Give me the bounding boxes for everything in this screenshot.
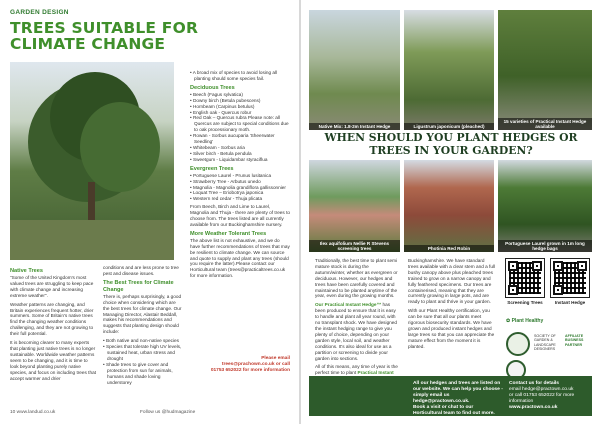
affiliate-text: AFFILIATE BUSINESS PARTNER <box>565 334 584 347</box>
list-item: • Hornbeam (Carpinus betulus) <box>190 103 255 109</box>
right-page <box>301 0 600 424</box>
cta-text: Book a visit or chat to our Horticultural team to find out more. <box>413 405 495 417</box>
contact-email-link[interactable]: trees@prachown.co.uk or call <box>221 362 290 367</box>
cta-website-link[interactable]: www.practown.co.uk <box>509 405 558 411</box>
list-item: • Shade trees to give cover and protection from sun for animals, humans and shade loving understorey <box>103 361 173 385</box>
heading-deciduous: Deciduous Trees <box>190 84 235 91</box>
list-item: • Beech (Fagus sylvatica) <box>190 91 243 97</box>
sgld-badge-icon <box>506 332 530 356</box>
photo-native-mix <box>309 10 400 130</box>
recommendation-list <box>103 338 183 385</box>
list-item: • Species that tolerate high UV levels, sustained heat, urban stress and drought <box>103 344 182 361</box>
list-item: • Whitebeam - Sorbus aria <box>190 144 245 150</box>
list-item: • Silver birch - Betula pendula <box>190 150 252 156</box>
sgld-text: SOCIETY OF GARDEN & LANDSCAPE DESIGNERS <box>534 334 556 351</box>
list-item: • Sweetgum - Liquidambar styraciflua <box>190 156 268 162</box>
photo-instant-hedge-varieties <box>498 10 592 130</box>
column-tree-lists <box>190 70 290 282</box>
list-item: • English oak - Quercus robur <box>190 109 252 115</box>
paragraph: "Some of the United Kingdom's most valued trees are struggling to keep pace with climate change and increasing extreme weather". <box>10 275 94 298</box>
paragraph: Weather patterns are changing, and Britain experiences frequent hotter, drier summers. Some of Britain's native trees find the changing weather conditions challenging, and they are not growing to their full potential. <box>10 301 94 337</box>
paragraph: The above list is not exhaustive, and we do have further recommendations of trees that may be resilient to climate change. We can source and quote to supply and plant any trees (should you require the latter).Please contact our Horticultural team (trees@practicaltrees.co.uk for more information. <box>190 237 290 279</box>
right-column-2 <box>408 258 496 353</box>
section-tag: GARDEN DESIGN <box>10 9 69 16</box>
photo-portuguese-laurel <box>498 160 592 252</box>
photo-ilex <box>309 160 400 252</box>
right-headline: WHEN SHOULD YOU PLANT HEDGES OR TREES IN YOUR GARDEN? <box>324 131 578 157</box>
column-best-trees <box>103 265 183 387</box>
list-item: • Western red cedar - Thuja plicata <box>190 196 263 202</box>
paragraph: Buckinghamshire. We have standard trees available with a clear stem and a full bushy canopy above plus pleached trees trained to grow on a narrow canopy and fully feathered specimens. Our trees are containerised, meaning that they are currently growing in large pots, and are ready to plant and thrive in your garden. <box>408 258 496 305</box>
plant-healthy-logo: ✿ Plant Healthy <box>506 318 544 324</box>
list-item: • Both native and non-native species <box>103 338 179 344</box>
photo-caption: Ligustrum japonicum (pleached) <box>404 123 494 130</box>
paragraph: With our Plant Healthy certification, you can be sure that all our plants meet rigorous biosecurity standards. We have grown and produced instant hedges and large trees so that you can appreciate the mature effect from the moment it is planted. <box>408 308 495 349</box>
photo-caption: Native Mix: 1.8-2m Instant Hedge <box>309 123 400 130</box>
paragraph: It is becoming clearer to many experts that planting just native trees is no longer sustainable. Worldwide weather patterns seem to be changing, and it is time to look beyond planting purely native species, and focus on including trees that accept warmer and drier <box>10 340 96 381</box>
page-footer-social: Follow us @hudmagazine <box>140 410 196 415</box>
qr-label: Screening Trees <box>507 300 543 305</box>
heading-weather-tolerant: More Weather Tolerant Trees <box>190 230 267 237</box>
hero-tree-photo <box>10 62 174 260</box>
call-to-action-banner <box>309 376 592 416</box>
photo-caption: Ilex aquifolium Nellie R Stevens screening trees <box>309 240 400 252</box>
cta-heading: Contact us for details <box>509 381 560 386</box>
cta-email-link[interactable]: email hedge@practown.co.uk <box>509 387 574 393</box>
heading-best-trees: The Best Trees for Climate Change <box>103 279 174 293</box>
paragraph: Traditionally, the best time to plant semi mature stock is during the autumn/winter, whether as evergreen or deciduous. However, our hedges and trees have been carefully covered and maintained to be planted anytime of the year, even during the growing months. <box>315 258 398 299</box>
list-item: • Downy birch (Betula pubescens) <box>190 97 261 103</box>
qr-label: Instant Hedge <box>554 300 586 305</box>
article-headline: TREES SUITABLE FOR CLIMATE CHANGE <box>10 19 199 53</box>
photo-caption: Photinia Red Robin <box>404 245 494 252</box>
qr-code-screening-trees[interactable] <box>505 258 545 298</box>
list-item: • A broad mix of species to avoid losing all planting should some species fail. <box>190 70 278 81</box>
heading-evergreen: Evergreen Trees <box>190 165 234 172</box>
photo-caption: Portuguese Laurel grown in 1m long hedge bags <box>498 240 592 252</box>
qr-code-instant-hedge[interactable] <box>550 258 590 298</box>
paragraph: There is, perhaps surprisingly, a good choice when considering which are the best trees for climate change. Our Managing Director, Alastair Beddall, makes his recommendations and suggests that planting design should include: <box>103 293 182 335</box>
paragraph: From Beech, Birch and Lime to Laurel, Magnolia and Thuja - there are plenty of trees to choose from. The trees listed are all currently available from our Buckinghamshire nursery. <box>190 204 290 227</box>
cta-text: All our hedges and trees are listed on our website. We can help you choose - simply email us hedge@practown.co.uk. <box>413 381 503 405</box>
photo-photinia <box>404 160 494 252</box>
list-item: • Rowan - Sorbus aucuparia 'Sheerwater Seedling' <box>190 133 275 145</box>
cta-phone: or call 01753 652022 for more information <box>509 393 575 405</box>
paragraph: Our Practical Instant Hedge™ has been produced to ensure that it is easy to handle and plant all year round, with no transplant shock. We have designed the instant hedging range to give you plenty of choice, depending on your garden style, local soil, and weather conditions. It's also ideal for use as a partition or screening to divide your garden into sections. <box>315 302 397 361</box>
left-page <box>0 0 299 424</box>
photo-ligustrum <box>404 10 494 130</box>
page-footer-left: 10 www.landud.co.uk <box>10 410 56 415</box>
paragraph: conditions and are less prone to tree pest and disease issues. <box>103 265 179 276</box>
list-item: • Red Oak – Quercus rubra Please note: all Quercus are subject to special conditions due to oak processionary moth. <box>190 115 289 133</box>
contact-box: Please email trees@prachown.co.uk or call 01753 652022 for more information <box>190 356 290 374</box>
list-item: • Portuguese Laurel - Prunus lusitanica <box>190 172 272 178</box>
paragraph: All of this means, any time of year is the perfect time to plant Practical Instant <box>315 364 398 376</box>
heading-native-trees: Native Trees <box>10 268 43 274</box>
list-item: • Strawberry Tree - Arbutus unedo <box>190 178 261 184</box>
column-native-trees <box>10 265 96 384</box>
evergreen-list <box>190 173 290 203</box>
list-item: • Magnolia - Magnolia grandiflora gallissonnier <box>190 184 286 190</box>
list-item: • Loquat Tree – Eriobotrya japonica <box>190 190 264 196</box>
deciduous-list <box>190 92 290 163</box>
photo-caption: 15 varieties of Practical Instant Hedge available <box>498 118 592 130</box>
